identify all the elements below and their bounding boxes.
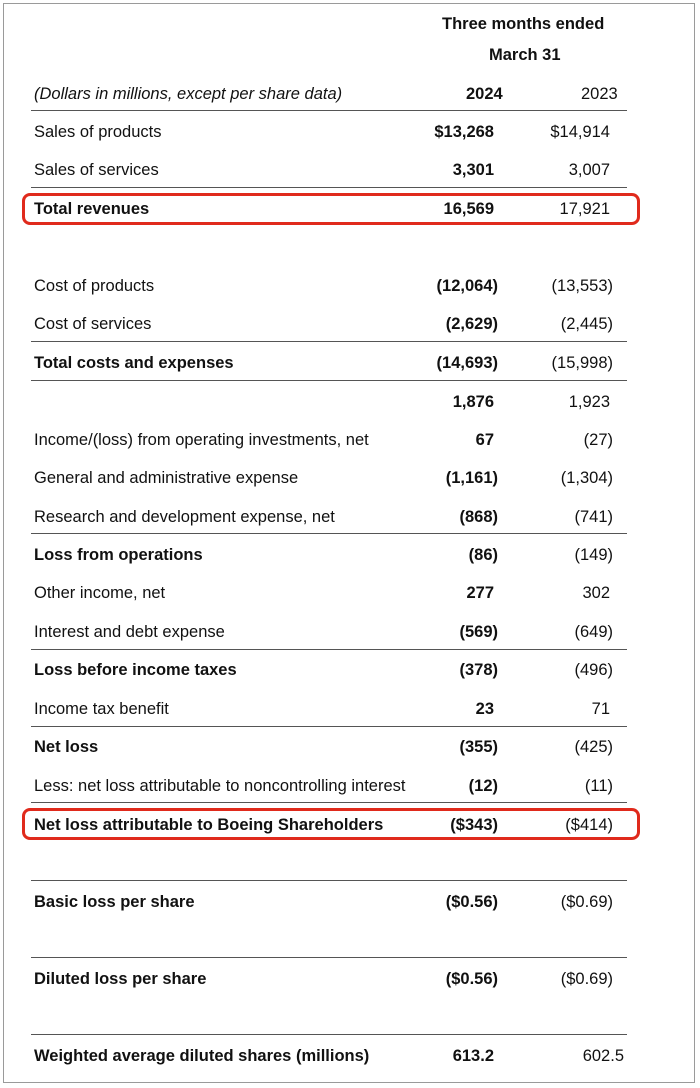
row-value-2023: ($414): [565, 816, 613, 834]
row-label-cost-of-services: Cost of services: [34, 315, 152, 333]
row-value-2023: (741): [574, 508, 613, 526]
row-value-2023: 1,923: [568, 393, 610, 411]
divider: [31, 533, 627, 534]
row-value-2023: (2,445): [560, 315, 613, 333]
row-value-2023: 302: [582, 584, 610, 602]
divider: [31, 880, 627, 881]
units-note: (Dollars in millions, except per share data): [34, 85, 343, 103]
row-value-2024: ($0.56): [445, 893, 498, 911]
row-value-2024: ($0.56): [445, 970, 498, 988]
divider: [31, 110, 627, 111]
row-label-cost-of-products: Cost of products: [34, 277, 155, 295]
divider: [31, 380, 627, 381]
row-label-income-tax-benefit: Income tax benefit: [34, 700, 169, 718]
row-value-2023: (149): [574, 546, 613, 564]
row-value-2024: (14,693): [436, 354, 498, 372]
divider: [31, 1034, 627, 1035]
row-value-2023: (11): [584, 777, 613, 795]
row-value-2024: 67: [475, 431, 494, 449]
divider: [31, 726, 627, 727]
row-value-2023: (649): [574, 623, 613, 641]
row-value-2024: ($343): [450, 816, 498, 834]
row-label-operating-investments: Income/(loss) from operating investments, net: [34, 431, 369, 449]
row-value-2024: (868): [459, 508, 498, 526]
row-label-net-loss: Net loss: [34, 738, 99, 756]
row-label-research-development: Research and development expense, net: [34, 508, 335, 526]
period-header-line2: March 31: [489, 46, 561, 64]
row-value-2024: (569): [459, 623, 498, 641]
row-value-2023: 602.5: [582, 1047, 624, 1065]
row-value-2023: ($0.69): [560, 893, 613, 911]
row-label-total-costs: Total costs and expenses: [34, 354, 234, 372]
row-value-2024: 16,569: [443, 200, 494, 218]
row-label-loss-before-taxes: Loss before income taxes: [34, 661, 237, 679]
divider: [31, 341, 627, 342]
row-value-2024: 277: [466, 584, 494, 602]
row-value-2024: (12): [468, 777, 498, 795]
row-value-2023: 17,921: [559, 200, 610, 218]
row-value-2024: (12,064): [436, 277, 498, 295]
row-value-2024: 1,876: [452, 393, 494, 411]
row-value-2024: (378): [459, 661, 498, 679]
row-value-2023: (496): [574, 661, 613, 679]
row-label-general-admin: General and administrative expense: [34, 469, 299, 487]
row-label-interest-debt: Interest and debt expense: [34, 623, 225, 641]
row-label-loss-from-operations: Loss from operations: [34, 546, 203, 564]
row-value-2023: (27): [583, 431, 613, 449]
divider: [31, 187, 627, 188]
row-value-2023: ($0.69): [560, 970, 613, 988]
row-value-2024: 3,301: [452, 161, 494, 179]
row-value-2023: 3,007: [568, 161, 610, 179]
column-header-2024: 2024: [466, 85, 503, 103]
column-header-2023: 2023: [581, 85, 618, 103]
row-label-other-income: Other income, net: [34, 584, 166, 602]
row-value-2024: (355): [459, 738, 498, 756]
row-value-2023: (13,553): [551, 277, 613, 295]
row-label-total-revenues: Total revenues: [34, 200, 150, 218]
row-value-2024: 23: [475, 700, 494, 718]
period-header-line1: Three months ended: [442, 15, 605, 33]
divider: [31, 649, 627, 650]
row-label-diluted-loss-per-share: Diluted loss per share: [34, 970, 207, 988]
row-value-2024: (2,629): [445, 315, 498, 333]
divider: [31, 802, 627, 803]
row-label-sales-of-products: Sales of products: [34, 123, 162, 141]
row-value-2023: $14,914: [550, 123, 610, 141]
row-value-2023: (1,304): [560, 469, 613, 487]
row-value-2024: 613.2: [452, 1047, 494, 1065]
row-label-weighted-average-shares: Weighted average diluted shares (millions): [34, 1047, 370, 1065]
divider: [31, 957, 627, 958]
row-label-sales-of-services: Sales of services: [34, 161, 159, 179]
row-value-2024: $13,268: [434, 123, 494, 141]
row-value-2024: (1,161): [445, 469, 498, 487]
row-value-2023: 71: [591, 700, 610, 718]
row-label-net-loss-boeing: Net loss attributable to Boeing Shareholders: [34, 816, 384, 834]
row-value-2023: (15,998): [551, 354, 613, 372]
row-value-2023: (425): [574, 738, 613, 756]
row-label-noncontrolling-interest: Less: net loss attributable to noncontrolling interest: [34, 777, 406, 795]
row-value-2024: (86): [468, 546, 498, 564]
row-label-basic-loss-per-share: Basic loss per share: [34, 893, 195, 911]
